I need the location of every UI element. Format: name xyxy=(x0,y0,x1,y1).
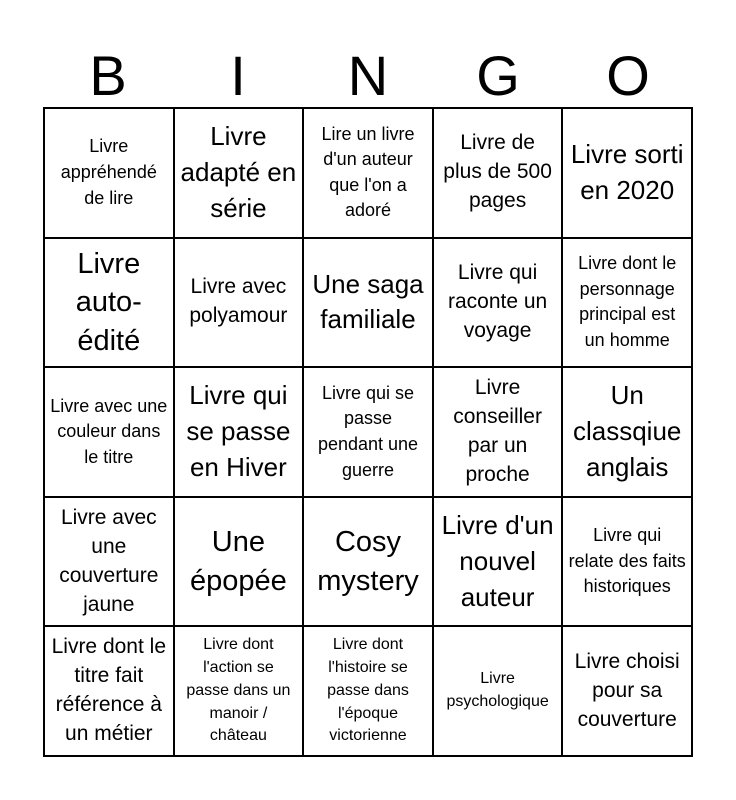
bingo-cell[interactable] xyxy=(303,238,433,368)
bingo-cell[interactable] xyxy=(44,108,174,238)
cell-text: Livre avec polyamour xyxy=(189,275,288,328)
bingo-cell[interactable] xyxy=(44,238,174,368)
bingo-cell[interactable] xyxy=(562,367,692,497)
bingo-cell[interactable] xyxy=(174,367,304,497)
cell-text: Lire un livre d'un auteur que l'on a adoré xyxy=(321,123,415,221)
bingo-cell[interactable] xyxy=(433,626,563,756)
cell-text: Livre qui se passe pendant une guerre xyxy=(317,382,419,480)
cell-text: Livre qui raconte un voyage xyxy=(447,260,548,342)
cell-text: Livre appréhendé de lire xyxy=(60,136,157,208)
cell-text: Livre qui relate des faits historiques xyxy=(568,525,686,597)
bingo-cell[interactable] xyxy=(433,497,563,627)
header-letter-i: I xyxy=(230,44,246,107)
cell-text: Livre psychologique xyxy=(446,670,549,711)
cell-text: Livre dont le titre fait référence à un métier xyxy=(51,635,166,746)
header-letter-n: N xyxy=(347,44,389,107)
cell-text: Livre sorti en 2020 xyxy=(570,138,684,205)
bingo-cell[interactable] xyxy=(44,367,174,497)
cell-text: Livre qui se passe en Hiver xyxy=(186,380,291,482)
bingo-cell[interactable] xyxy=(44,497,174,627)
cell-text: Un classqiue anglais xyxy=(572,380,682,482)
cell-text: Livre de plus de 500 pages xyxy=(443,131,552,213)
bingo-cell[interactable] xyxy=(303,626,433,756)
bingo-cell[interactable] xyxy=(303,367,433,497)
bingo-cell[interactable] xyxy=(174,108,304,238)
bingo-cell[interactable] xyxy=(303,108,433,238)
bingo-cell[interactable] xyxy=(174,626,304,756)
header-letter-g: G xyxy=(476,44,520,107)
cell-text: Cosy mystery xyxy=(317,526,419,597)
bingo-cell[interactable] xyxy=(303,497,433,627)
bingo-cell[interactable] xyxy=(562,626,692,756)
cell-text: Livre dont l'action se passe dans un manoir / château xyxy=(186,636,291,745)
cell-text: Livre conseiller par un proche xyxy=(453,376,542,486)
cell-text: Livre avec une couverture jaune xyxy=(59,505,159,616)
cell-text: Une saga familiale xyxy=(312,268,424,335)
bingo-cell[interactable] xyxy=(44,626,174,756)
bingo-board xyxy=(43,107,693,757)
bingo-cell[interactable] xyxy=(433,238,563,368)
cell-text: Livre dont le personnage principal est un homme xyxy=(578,253,677,350)
cell-text: Livre avec une couleur dans le titre xyxy=(50,395,168,467)
cell-text: Livre auto-édité xyxy=(75,247,142,357)
bingo-header xyxy=(43,44,693,108)
bingo-cell[interactable] xyxy=(562,108,692,238)
cell-text: Une épopée xyxy=(190,526,287,597)
bingo-cell[interactable] xyxy=(174,238,304,368)
bingo-cell[interactable] xyxy=(433,367,563,497)
cell-text: Livre adapté en série xyxy=(180,120,297,223)
header-letter-o: O xyxy=(606,44,650,107)
bingo-cell[interactable] xyxy=(174,497,304,627)
bingo-cell[interactable] xyxy=(562,238,692,368)
cell-text: Livre choisi pour sa couverture xyxy=(574,649,680,731)
cell-text: Livre dont l'histoire se passe dans l'époque victorienne xyxy=(327,636,409,745)
bingo-cell[interactable] xyxy=(562,497,692,627)
bingo-cell[interactable] xyxy=(433,108,563,238)
cell-text: Livre d'un nouvel auteur xyxy=(441,509,554,612)
header-letter-b: B xyxy=(89,44,127,107)
